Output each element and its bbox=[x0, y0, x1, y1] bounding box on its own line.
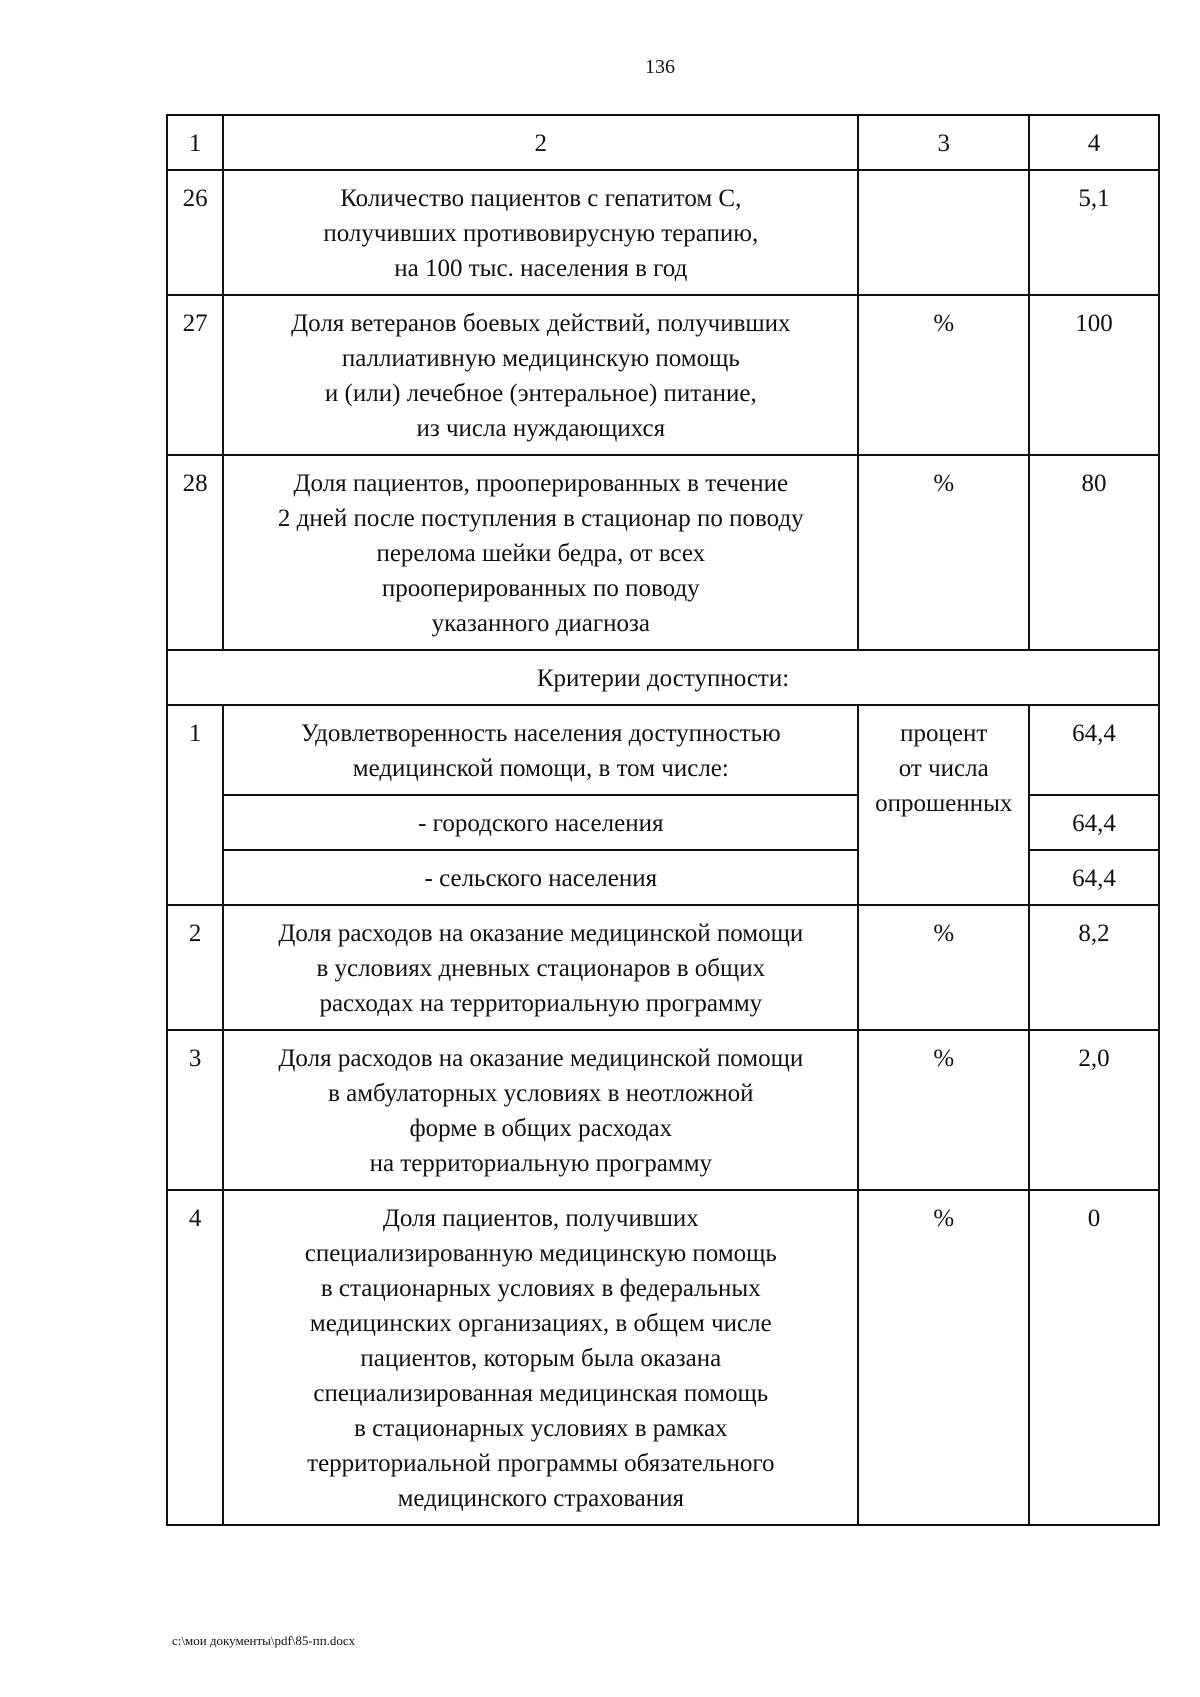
table-row bbox=[167, 170, 1159, 295]
description-line: из числа нуждающихся bbox=[416, 415, 666, 442]
row-description bbox=[223, 455, 858, 650]
description-line: указанного диагноза bbox=[431, 610, 650, 637]
description-line: 2 дней после поступления в стационар по поводу bbox=[277, 505, 804, 532]
description-line: медицинских организациях, в общем числе bbox=[309, 1310, 772, 1337]
row-value: 64,4 bbox=[1029, 850, 1159, 905]
header-col-1: 1 bbox=[167, 115, 223, 170]
row-number: 26 bbox=[167, 170, 223, 295]
indicators-table bbox=[166, 114, 1160, 1526]
description-line: медицинского страхования bbox=[397, 1485, 685, 1512]
description-line: и (или) лечебное (энтеральное) питание, bbox=[324, 380, 757, 407]
table-row bbox=[167, 295, 1159, 455]
row-value: 5,1 bbox=[1029, 170, 1159, 295]
row-number: 4 bbox=[167, 1190, 223, 1525]
description-line: на 100 тыс. населения в год bbox=[394, 255, 688, 282]
footer-file-path: c:\мои документы\pdf\85-пп.docx bbox=[172, 1633, 356, 1648]
row-description bbox=[223, 705, 858, 795]
description-line: Доля пациентов, получивших bbox=[382, 1205, 699, 1232]
table-header-row bbox=[167, 115, 1159, 170]
description-line: в стационарных условиях в рамках bbox=[354, 1415, 728, 1442]
header-col-4: 4 bbox=[1029, 115, 1159, 170]
row-description bbox=[223, 170, 858, 295]
row-value: 2,0 bbox=[1029, 1030, 1159, 1190]
table-row bbox=[167, 905, 1159, 1030]
row-number: 1 bbox=[167, 705, 223, 905]
row-unit: % bbox=[858, 905, 1029, 1030]
table-row bbox=[167, 1030, 1159, 1190]
description-line: медицинской помощи, в том числе: bbox=[352, 755, 729, 782]
description-line: получивших противовирусную терапию, bbox=[323, 220, 759, 247]
description-line: прооперированных по поводу bbox=[381, 575, 700, 602]
description-line: - городского населения bbox=[418, 810, 664, 837]
description-line: в условиях дневных стационаров в общих bbox=[316, 955, 766, 982]
row-unit bbox=[858, 170, 1029, 295]
table-row bbox=[167, 705, 1159, 795]
section-title: Критерии доступности: bbox=[167, 650, 1159, 705]
row-value: 80 bbox=[1029, 455, 1159, 650]
row-description bbox=[223, 795, 858, 850]
description-line: в стационарных условиях в федеральных bbox=[320, 1275, 761, 1302]
description-line: Удовлетворенность населения доступностью bbox=[300, 720, 781, 747]
description-line: паллиативную медицинскую помощь bbox=[341, 345, 740, 372]
description-line: перелома шейки бедра, от всех bbox=[376, 540, 706, 567]
table-row bbox=[167, 1190, 1159, 1525]
row-description bbox=[223, 1030, 858, 1190]
description-line: Доля расходов на оказание медицинской помощи bbox=[278, 920, 804, 947]
row-unit bbox=[858, 705, 1029, 905]
unit-line: от числа bbox=[898, 755, 989, 782]
description-line: форме в общих расходах bbox=[409, 1115, 673, 1142]
row-unit: % bbox=[858, 295, 1029, 455]
row-number: 27 bbox=[167, 295, 223, 455]
description-line: расходах на территориальную программу bbox=[319, 990, 763, 1017]
row-number: 28 bbox=[167, 455, 223, 650]
row-description bbox=[223, 850, 858, 905]
row-description bbox=[223, 905, 858, 1030]
row-value: 8,2 bbox=[1029, 905, 1159, 1030]
row-value: 64,4 bbox=[1029, 705, 1159, 795]
description-line: Доля расходов на оказание медицинской помощи bbox=[278, 1045, 804, 1072]
row-number: 3 bbox=[167, 1030, 223, 1190]
section-row bbox=[167, 650, 1159, 705]
page-number: 136 bbox=[645, 56, 675, 78]
row-value: 100 bbox=[1029, 295, 1159, 455]
row-unit: % bbox=[858, 1190, 1029, 1525]
description-line: Доля пациентов, прооперированных в течение bbox=[293, 470, 789, 497]
row-description bbox=[223, 295, 858, 455]
row-value: 0 bbox=[1029, 1190, 1159, 1525]
description-line: специализированную медицинскую помощь bbox=[304, 1240, 777, 1267]
description-line: Доля ветеранов боевых действий, получивших bbox=[291, 310, 791, 337]
description-line: Количество пациентов с гепатитом С, bbox=[340, 185, 742, 212]
unit-line: процент bbox=[900, 720, 988, 747]
row-description bbox=[223, 1190, 858, 1525]
row-unit: % bbox=[858, 1030, 1029, 1190]
table-row bbox=[167, 455, 1159, 650]
description-line: - сельского населения bbox=[424, 865, 658, 892]
header-col-3: 3 bbox=[858, 115, 1029, 170]
row-unit: % bbox=[858, 455, 1029, 650]
description-line: специализированная медицинская помощь bbox=[313, 1380, 769, 1407]
row-value: 64,4 bbox=[1029, 795, 1159, 850]
row-number: 2 bbox=[167, 905, 223, 1030]
header-col-2: 2 bbox=[223, 115, 858, 170]
unit-line: опрошенных bbox=[875, 790, 1013, 817]
description-line: в амбулаторных условиях в неотложной bbox=[328, 1080, 754, 1107]
description-line: пациентов, которым была оказана bbox=[360, 1345, 722, 1372]
description-line: на территориальную программу bbox=[369, 1150, 713, 1177]
description-line: территориальной программы обязательного bbox=[307, 1450, 775, 1477]
